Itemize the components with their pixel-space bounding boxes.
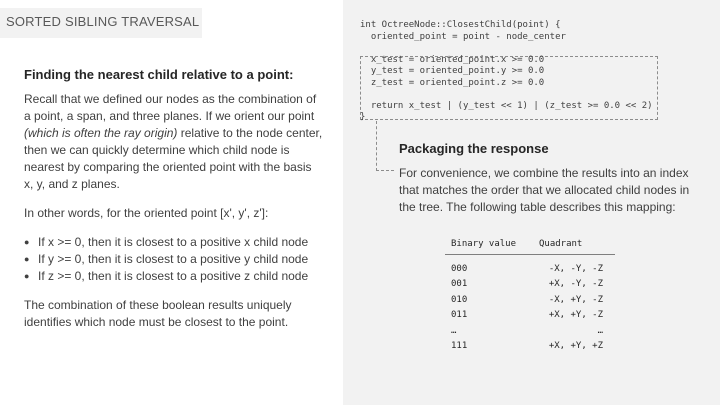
table-header — [445, 234, 615, 255]
column-header: Quadrant — [539, 239, 583, 249]
intro-paragraph: Recall that we defined our nodes as the combination of a point, a span, and three planes. If we orient our point (which is often the ray origin) relative to the node center, then we can quickly determine which child node is nearest by comparing the oriented point with the basis x, y, and z planes. — [24, 92, 323, 191]
code-block — [360, 20, 660, 124]
code-line: z_test = oriented_point.z >= 0.0 — [360, 77, 545, 88]
rule-list — [24, 234, 324, 285]
table-row: 000 -X, -Y, -Z — [451, 263, 603, 274]
table-row: 011 +X, +Y, -Z — [451, 310, 603, 321]
code-line — [360, 43, 660, 55]
table-row: 001 +X, -Y, -Z — [451, 279, 603, 290]
list-item: ● If y >= 0, then it is closest to a positive y child node — [24, 251, 324, 268]
conclusion-paragraph: The combination of these boolean results uniquely identifies which node must be closest to the point. — [24, 298, 292, 329]
section-heading: Finding the nearest child relative to a point: — [24, 67, 294, 82]
code-line: x_test = oriented_point.x >= 0.0 — [360, 54, 545, 65]
response-text: For convenience, we combine the results into an index that matches the order that we allocated child nodes in the tree. The following table describes this mapping: — [399, 166, 690, 214]
code-line: int OctreeNode::ClosestChild(point) { — [360, 20, 561, 30]
code-line: return x_test | (y_test << 1) | (z_test >= 0.0 << 2) — [360, 100, 653, 111]
code-line: y_test = oriented_point.y >= 0.0 — [360, 66, 545, 76]
table-row: 010 -X, +Y, -Z — [451, 294, 603, 305]
code-line: } — [360, 112, 366, 122]
connector-line — [376, 170, 394, 171]
left-column — [24, 66, 324, 343]
slide-title: SORTED SIBLING TRAVERSAL — [0, 8, 202, 38]
code-line: oriented_point = point - node_center — [360, 31, 566, 42]
table-row: 111 +X, +Y, +Z — [451, 341, 603, 352]
list-item: ● If z >= 0, then it is closest to a positive z child node — [24, 268, 324, 285]
list-item: ● If x >= 0, then it is closest to a positive x child node — [24, 234, 324, 251]
response-heading: Packaging the response — [399, 141, 549, 156]
table-row: … … — [451, 325, 603, 336]
connector-line — [376, 121, 377, 171]
oriented-point-paragraph: In other words, for the oriented point [x', y', z']: — [24, 206, 269, 220]
column-header: Binary value — [451, 239, 517, 249]
code-line — [360, 89, 660, 101]
mapping-table — [445, 234, 615, 354]
